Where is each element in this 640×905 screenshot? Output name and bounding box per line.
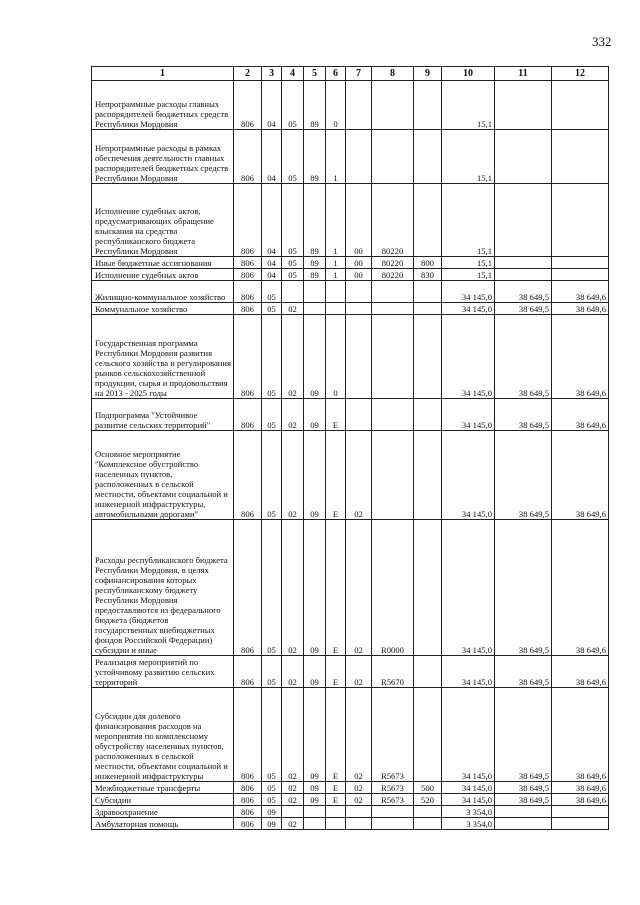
cell-sum-2025: 38 649,6 (552, 399, 609, 431)
table-row (92, 431, 609, 520)
cell-main-activity: 02 (346, 782, 372, 794)
cell-subprogram (326, 281, 346, 303)
cell-subprogram: Е (326, 794, 346, 806)
cell-name: Расходы республиканского бюджета Республики Мордовия, в целях софинансирования которых республиканскому бюджету Республики Мордовия предоставляются из федерального бюджета (бюджетов государственных внебюджетных фондов Российской Федерации) субсидии и иные (92, 520, 234, 656)
header-col-5: 5 (304, 67, 326, 81)
cell-expense-type (414, 520, 442, 656)
cell-main-activity: 02 (346, 520, 372, 656)
cell-program: 89 (304, 184, 326, 257)
cell-expense-type (414, 818, 442, 830)
cell-direction: R5673 (372, 782, 414, 794)
cell-direction (372, 130, 414, 184)
cell-main-activity: 02 (346, 431, 372, 520)
cell-subprogram: Е (326, 431, 346, 520)
cell-subprogram: 1 (326, 130, 346, 184)
cell-direction (372, 818, 414, 830)
table-row (92, 130, 609, 184)
cell-subprogram: 0 (326, 81, 346, 130)
cell-subsection (282, 281, 304, 303)
cell-name: Основное мероприятие "Комплексное обустройство населенных пунктов, расположенных в сельской местности, объектами социальной и инженерной инфраструктуры, автомобильными дорогами" (92, 431, 234, 520)
cell-sum-2025: 38 649,6 (552, 656, 609, 688)
cell-grbs: 806 (234, 303, 262, 315)
cell-expense-type (414, 656, 442, 688)
table-header-row (92, 67, 609, 81)
cell-sum-2025: 38 649,6 (552, 782, 609, 794)
header-col-4: 4 (282, 67, 304, 81)
cell-grbs: 806 (234, 257, 262, 269)
cell-sum-2023: 34 145,0 (442, 782, 495, 794)
cell-name: Амбулаторная помощь (92, 818, 234, 830)
cell-program: 09 (304, 315, 326, 399)
cell-sum-2023: 3 354,0 (442, 806, 495, 818)
header-col-7: 7 (346, 67, 372, 81)
cell-direction: 80220 (372, 257, 414, 269)
cell-sum-2023: 3 354,0 (442, 818, 495, 830)
header-col-10: 10 (442, 67, 495, 81)
cell-section: 09 (262, 806, 282, 818)
cell-grbs: 806 (234, 399, 262, 431)
cell-sum-2024 (495, 257, 552, 269)
cell-subsection: 02 (282, 656, 304, 688)
header-col-9: 9 (414, 67, 442, 81)
cell-sum-2023: 34 145,0 (442, 281, 495, 303)
cell-name: Межбюджетные трансферты (92, 782, 234, 794)
cell-expense-type (414, 688, 442, 782)
cell-sum-2023: 34 145,0 (442, 303, 495, 315)
cell-name: Реализация мероприятий по устойчивому развитию сельских территорий (92, 656, 234, 688)
cell-subsection: 02 (282, 303, 304, 315)
header-col-11: 11 (495, 67, 552, 81)
cell-section: 05 (262, 688, 282, 782)
cell-program: 09 (304, 794, 326, 806)
cell-grbs: 806 (234, 269, 262, 281)
cell-program: 89 (304, 81, 326, 130)
cell-subprogram (326, 303, 346, 315)
cell-expense-type: 800 (414, 257, 442, 269)
cell-direction (372, 399, 414, 431)
cell-section: 05 (262, 303, 282, 315)
cell-sum-2025 (552, 269, 609, 281)
cell-main-activity (346, 315, 372, 399)
cell-sum-2023: 15,1 (442, 257, 495, 269)
header-col-2: 2 (234, 67, 262, 81)
cell-name: Непрограммные расходы главных распорядителей бюджетных средств Республики Мордовия (92, 81, 234, 130)
cell-subsection: 02 (282, 782, 304, 794)
table-row (92, 818, 609, 830)
cell-grbs: 806 (234, 656, 262, 688)
cell-sum-2025: 38 649,6 (552, 520, 609, 656)
cell-subprogram: 0 (326, 315, 346, 399)
cell-subsection: 02 (282, 431, 304, 520)
cell-sum-2024 (495, 806, 552, 818)
cell-main-activity (346, 281, 372, 303)
cell-sum-2024: 38 649,5 (495, 794, 552, 806)
cell-section: 05 (262, 782, 282, 794)
cell-direction: R0000 (372, 520, 414, 656)
table-row (92, 794, 609, 806)
cell-sum-2025 (552, 81, 609, 130)
cell-sum-2025 (552, 184, 609, 257)
cell-sum-2025: 38 649,6 (552, 281, 609, 303)
cell-sum-2024: 38 649,5 (495, 315, 552, 399)
cell-subprogram (326, 818, 346, 830)
cell-grbs: 806 (234, 806, 262, 818)
cell-sum-2023: 34 145,0 (442, 794, 495, 806)
cell-section: 04 (262, 269, 282, 281)
cell-subsection: 05 (282, 269, 304, 281)
cell-direction (372, 303, 414, 315)
cell-subsection (282, 806, 304, 818)
cell-main-activity: 02 (346, 794, 372, 806)
cell-subsection: 05 (282, 81, 304, 130)
cell-sum-2024: 38 649,5 (495, 303, 552, 315)
cell-program: 09 (304, 520, 326, 656)
cell-sum-2024: 38 649,5 (495, 656, 552, 688)
cell-section: 05 (262, 399, 282, 431)
table-body (92, 81, 609, 830)
cell-expense-type (414, 303, 442, 315)
cell-section: 05 (262, 794, 282, 806)
cell-expense-type (414, 130, 442, 184)
cell-main-activity: 02 (346, 656, 372, 688)
cell-section: 05 (262, 315, 282, 399)
cell-program: 09 (304, 656, 326, 688)
cell-sum-2023: 15,1 (442, 130, 495, 184)
budget-table (91, 66, 609, 830)
table-row (92, 281, 609, 303)
table-row (92, 315, 609, 399)
cell-expense-type (414, 184, 442, 257)
cell-sum-2024 (495, 81, 552, 130)
cell-sum-2023: 15,1 (442, 81, 495, 130)
cell-program (304, 806, 326, 818)
cell-subsection: 02 (282, 315, 304, 399)
cell-subprogram: 1 (326, 257, 346, 269)
cell-name: Иные бюджетные ассигнования (92, 257, 234, 269)
cell-sum-2024: 38 649,5 (495, 782, 552, 794)
cell-sum-2023: 34 145,0 (442, 399, 495, 431)
cell-sum-2023: 34 145,0 (442, 315, 495, 399)
table-row (92, 688, 609, 782)
table-row (92, 782, 609, 794)
cell-direction: R5673 (372, 794, 414, 806)
cell-sum-2025: 38 649,6 (552, 303, 609, 315)
cell-grbs: 806 (234, 315, 262, 399)
cell-sum-2024: 38 649,5 (495, 281, 552, 303)
cell-program (304, 303, 326, 315)
cell-section: 05 (262, 281, 282, 303)
cell-subsection: 02 (282, 818, 304, 830)
cell-sum-2025 (552, 818, 609, 830)
cell-direction (372, 281, 414, 303)
page-number: 332 (592, 34, 612, 49)
header-col-6: 6 (326, 67, 346, 81)
cell-direction (372, 315, 414, 399)
cell-program (304, 818, 326, 830)
cell-grbs: 806 (234, 782, 262, 794)
table-row (92, 656, 609, 688)
header-col-3: 3 (262, 67, 282, 81)
cell-name: Субсидии (92, 794, 234, 806)
cell-expense-type: 520 (414, 794, 442, 806)
cell-sum-2025 (552, 806, 609, 818)
cell-name: Коммунальное хозяйство (92, 303, 234, 315)
cell-main-activity (346, 818, 372, 830)
cell-section: 05 (262, 520, 282, 656)
cell-expense-type (414, 399, 442, 431)
cell-subprogram: Е (326, 656, 346, 688)
cell-subsection: 05 (282, 257, 304, 269)
cell-sum-2025: 38 649,6 (552, 315, 609, 399)
cell-main-activity (346, 303, 372, 315)
cell-sum-2025: 38 649,6 (552, 688, 609, 782)
cell-direction (372, 81, 414, 130)
cell-name: Жилищно-коммунальное хозяйство (92, 281, 234, 303)
cell-grbs: 806 (234, 794, 262, 806)
cell-main-activity (346, 806, 372, 818)
table-row (92, 520, 609, 656)
cell-grbs: 806 (234, 520, 262, 656)
cell-name: Субсидии для долевого финансирования расходов на мероприятия по комплексному обустройству населенных пунктов, расположенных в сельской местности, объектами социальной и инженерной инфраструктуры (92, 688, 234, 782)
cell-direction (372, 431, 414, 520)
cell-subsection: 05 (282, 184, 304, 257)
cell-sum-2025 (552, 257, 609, 269)
cell-name: Исполнение судебных актов, предусматривающих обращение взыскания на средства республиканского бюджета Республики Мордовия (92, 184, 234, 257)
header-col-8: 8 (372, 67, 414, 81)
cell-subsection: 02 (282, 399, 304, 431)
cell-expense-type (414, 81, 442, 130)
cell-sum-2023: 34 145,0 (442, 688, 495, 782)
cell-subprogram: Е (326, 782, 346, 794)
cell-section: 05 (262, 431, 282, 520)
cell-program: 09 (304, 688, 326, 782)
cell-expense-type (414, 431, 442, 520)
cell-section: 04 (262, 81, 282, 130)
cell-sum-2023: 34 145,0 (442, 520, 495, 656)
cell-sum-2025: 38 649,6 (552, 431, 609, 520)
cell-program: 09 (304, 782, 326, 794)
cell-main-activity (346, 399, 372, 431)
cell-main-activity: 00 (346, 184, 372, 257)
cell-expense-type: 500 (414, 782, 442, 794)
cell-section: 04 (262, 184, 282, 257)
cell-sum-2023: 15,1 (442, 269, 495, 281)
header-col-12: 12 (552, 67, 609, 81)
cell-sum-2025 (552, 130, 609, 184)
cell-program (304, 281, 326, 303)
cell-section: 09 (262, 818, 282, 830)
cell-sum-2023: 34 145,0 (442, 431, 495, 520)
cell-direction: R5670 (372, 656, 414, 688)
cell-grbs: 806 (234, 281, 262, 303)
cell-sum-2023: 34 145,0 (442, 656, 495, 688)
cell-section: 05 (262, 656, 282, 688)
header-col-1: 1 (92, 67, 234, 81)
table-row (92, 303, 609, 315)
cell-subprogram: Е (326, 688, 346, 782)
cell-grbs: 806 (234, 431, 262, 520)
cell-main-activity: 00 (346, 269, 372, 281)
cell-subsection: 02 (282, 794, 304, 806)
table-row (92, 184, 609, 257)
cell-program: 89 (304, 269, 326, 281)
cell-name: Здравоохранение (92, 806, 234, 818)
cell-direction: 80220 (372, 184, 414, 257)
table-row (92, 399, 609, 431)
cell-subprogram: 1 (326, 269, 346, 281)
cell-sum-2025: 38 649,6 (552, 794, 609, 806)
cell-sum-2024 (495, 184, 552, 257)
cell-direction: R5673 (372, 688, 414, 782)
cell-direction: 80220 (372, 269, 414, 281)
table-row (92, 806, 609, 818)
cell-sum-2024 (495, 818, 552, 830)
cell-main-activity: 00 (346, 257, 372, 269)
cell-subsection: 02 (282, 688, 304, 782)
cell-main-activity (346, 130, 372, 184)
cell-grbs: 806 (234, 688, 262, 782)
cell-sum-2024: 38 649,5 (495, 431, 552, 520)
cell-name: Государственная программа Республики Мордовия развития сельского хозяйства и регулирования рынков сельскохозяйственной продукции, сырья и продовольствия на 2013 - 2025 годы (92, 315, 234, 399)
cell-expense-type (414, 806, 442, 818)
cell-direction (372, 806, 414, 818)
table-row (92, 81, 609, 130)
cell-sum-2024: 38 649,5 (495, 688, 552, 782)
cell-sum-2024: 38 649,5 (495, 399, 552, 431)
cell-subprogram: Е (326, 520, 346, 656)
cell-subprogram (326, 806, 346, 818)
cell-subprogram: 1 (326, 184, 346, 257)
cell-program: 09 (304, 431, 326, 520)
cell-grbs: 806 (234, 130, 262, 184)
cell-sum-2024: 38 649,5 (495, 520, 552, 656)
cell-section: 04 (262, 257, 282, 269)
cell-subsection: 05 (282, 130, 304, 184)
cell-subprogram: Е (326, 399, 346, 431)
cell-sum-2024 (495, 130, 552, 184)
cell-subsection: 02 (282, 520, 304, 656)
table-row (92, 269, 609, 281)
cell-grbs: 806 (234, 818, 262, 830)
cell-name: Исполнение судебных актов (92, 269, 234, 281)
table-row (92, 257, 609, 269)
cell-expense-type (414, 315, 442, 399)
cell-program: 89 (304, 130, 326, 184)
cell-section: 04 (262, 130, 282, 184)
cell-name: Непрограммные расходы в рамках обеспечения деятельности главных распорядителей бюджетных средств Республики Мордовия (92, 130, 234, 184)
cell-main-activity: 02 (346, 688, 372, 782)
cell-program: 89 (304, 257, 326, 269)
cell-sum-2024 (495, 269, 552, 281)
cell-expense-type (414, 281, 442, 303)
cell-sum-2023: 15,1 (442, 184, 495, 257)
cell-main-activity (346, 81, 372, 130)
cell-grbs: 806 (234, 184, 262, 257)
cell-name: Подпрограмма "Устойчивое развитие сельских территорий" (92, 399, 234, 431)
cell-expense-type: 830 (414, 269, 442, 281)
cell-program: 09 (304, 399, 326, 431)
cell-grbs: 806 (234, 81, 262, 130)
